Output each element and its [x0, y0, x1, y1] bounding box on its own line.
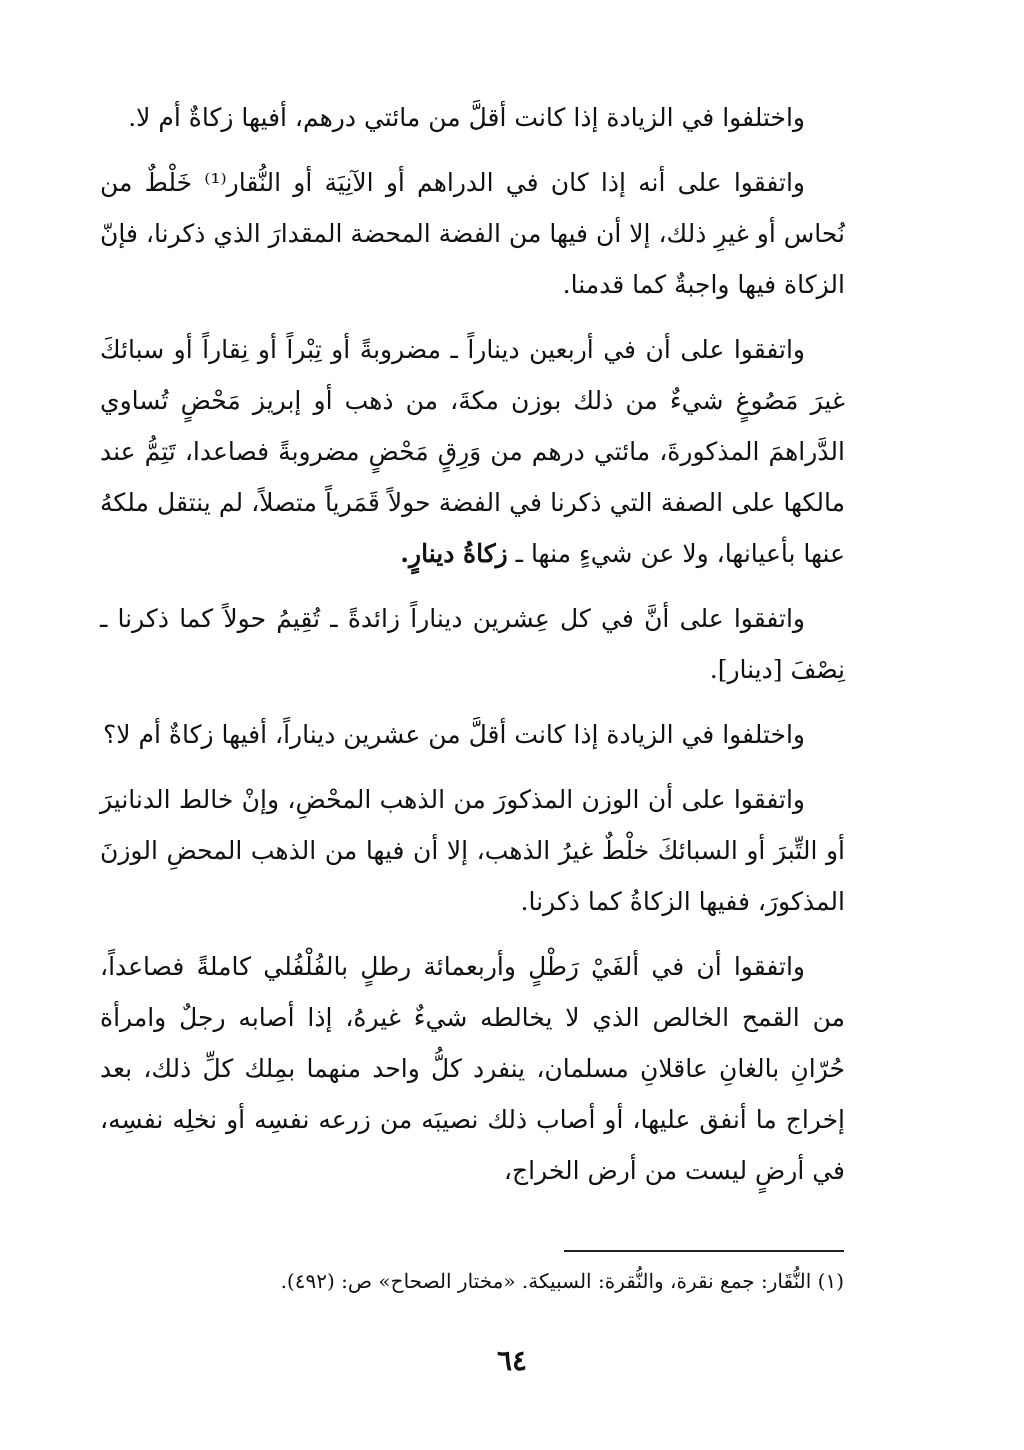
paragraph-3-text: واتفقوا على أن في أربعين ديناراً ـ مضروبةً أو تِبْراً أو نِقاراً أو سبائكَ غيرَ مَصُوغٍ شيءٌ من ذلك بوزن مكةَ، من ذهب أو إبريز مَحْضٍ تُساوي الدَّراهمَ المذكورةَ، مائتي درهم من وَرِقٍ مَحْضٍ مضروبةً فصاعدا، تَتِمُّ عند مالكها على الصفة التي ذكرنا في الفضة حولاً قَمَرياً متصلاً، لم ينتقل ملكهُ عنها بأعيانها، ولا عن شيءٍ منها ـ	[100, 335, 845, 568]
paragraph-5: واختلفوا في الزيادة إذا كانت أقلَّ من عشرين ديناراً، أفيها زكاةٌ أم لا؟	[103, 720, 805, 749]
paragraph-3	[100, 324, 845, 579]
paragraph-3-bold-phrase: زكاةُ دينارٍ.	[400, 539, 508, 568]
page-number: ٦٤	[496, 1344, 528, 1377]
footnote: (١) النُّقَار: جمع نقرة، والنُّقرة: السبيكة. «مختار الصحاح» ص: (٤٩٢).	[280, 1269, 844, 1293]
page-body	[100, 92, 845, 1210]
footnote-divider	[564, 1250, 844, 1252]
paragraph-1: واختلفوا في الزيادة إذا كانت أقلَّ من مائتي درهم، أفيها زكاةٌ أم لا.	[128, 103, 805, 132]
paragraph-4: واتفقوا على أنَّ في كل عِشرين ديناراً زائدةً ـ تُقِيمُ حولاً كما ذكرنا ـ نِصْفَ [دينار].	[100, 604, 845, 684]
paragraph-2: واتفقوا على أنه إذا كان في الدراهم أو الآنِيَة أو النُّقار⁽¹⁾ خَلْطٌ من نُحاس أو غيرِ ذلك، إلا أن فيها من الفضة المحضة المقدارَ الذي ذكرنا، فإنّ الزكاة فيها واجبةٌ كما قدمنا.	[100, 168, 845, 299]
paragraph-6: واتفقوا على أن الوزن المذكورَ من الذهب المحْضِ، وإنْ خالط الدنانيرَ أو التِّبرَ أو السبائكَ خلْطٌ غيرُ الذهب، إلا أن فيها من الذهب المحضِ الوزنَ المذكورَ، ففيها الزكاةُ كما ذكرنا.	[100, 785, 845, 916]
paragraph-7: واتفقوا أن في ألفَيْ رَطْلٍ وأربعمائة رطلٍ بالفُلْفُلي كاملةً فصاعداً، من القمح الخالص الذي لا يخالطه شيءٌ غيرهُ، إذا أصابه رجلٌ وامرأة حُرّانِ بالغانِ عاقلانِ مسلمان، ينفرد كلُّ واحد منهما بمِلك كلِّ ذلك، بعد إخراج ما أنفق عليها، أو أصاب ذلك نصيبَه من زرعه نفسِه أو نخلِه نفسِه، في أرضٍ ليست من أرض الخراج،	[100, 952, 845, 1185]
